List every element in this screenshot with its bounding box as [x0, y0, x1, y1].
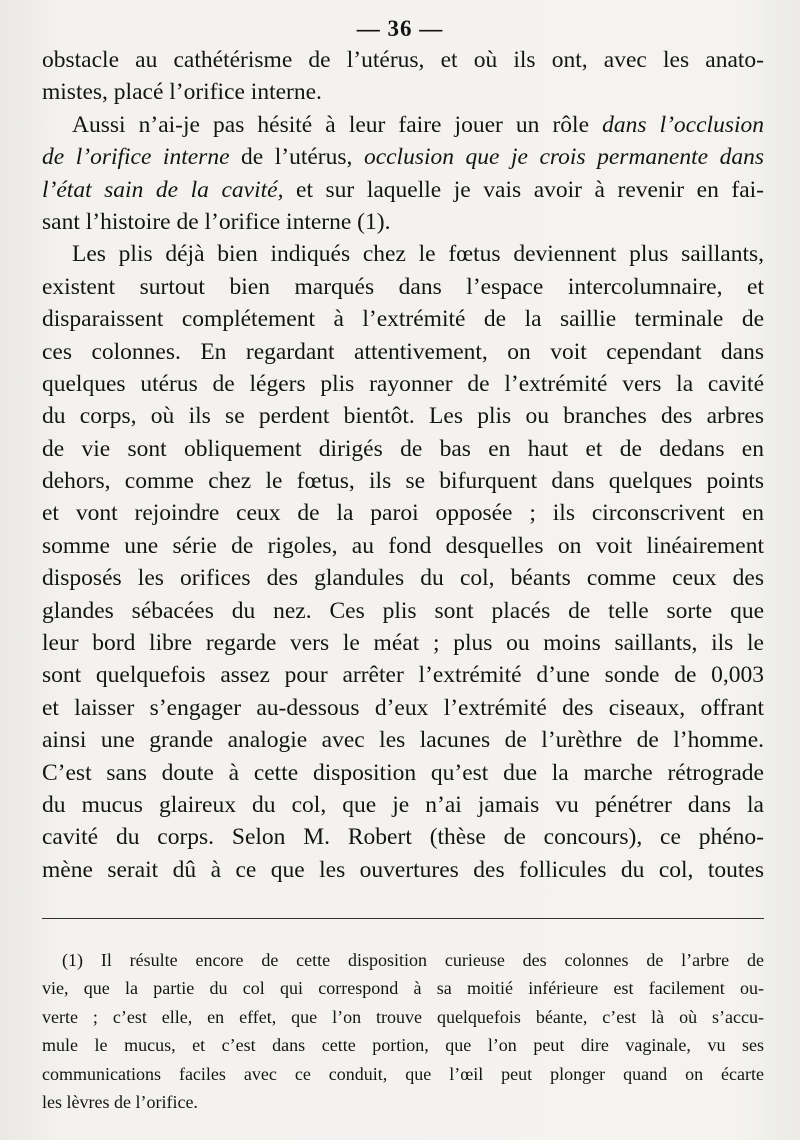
text-line: cavité du corps. Selon M. Robert (thèse de concours), ce phéno-	[42, 824, 764, 851]
text-line: et laisser s’engager au-dessous d’eux l’extrémité des ciseaux, offrant	[42, 694, 764, 721]
text-line	[42, 109, 764, 141]
text-line: quelques utérus de légers plis rayonner de l’extrémité vers la cavité	[42, 370, 764, 397]
text-line: obstacle au cathétérisme de l’utérus, et où ils ont, avec les anato-	[42, 47, 764, 73]
text-line	[42, 141, 764, 173]
italic-span: dans l’occlusion	[602, 111, 765, 138]
footnote-line: (1) Il résulte encore de cette disposition curieuse des colonnes de l’arbre de	[62, 950, 764, 970]
italic-span: l’état sain de la cavité,	[42, 176, 284, 203]
body-text	[42, 44, 764, 886]
text-span: Aussi n’ai-je pas hésité à leur faire jouer un rôle	[72, 111, 603, 138]
text-line: du mucus glaireux du col, que je n’ai jamais vu pénétrer dans la	[42, 791, 764, 818]
italic-span: de l’orifice interne	[42, 144, 230, 171]
text-line: mistes, placé l’orifice interne.	[42, 79, 322, 106]
text-line: somme une série de rigoles, au fond desquelles on voit linéairement	[42, 532, 764, 559]
text-line: leur bord libre regarde vers le méat ; plus ou moins saillants, ils le	[42, 630, 764, 657]
footnote-line: mule le mucus, et c’est dans cette portion, que l’on peut dire vaginale, vu ses	[42, 1035, 764, 1056]
text-line: du corps, où ils se perdent bientôt. Les plis ou branches des arbres	[42, 403, 764, 430]
text-span: et sur laquelle je vais avoir à revenir en fai-	[283, 176, 764, 203]
page-number: — 36 —	[356, 16, 444, 41]
text-line: de vie sont obliquement dirigés de bas en haut et de dedans en	[42, 435, 764, 462]
footnote-line: les lèvres de l’orifice.	[42, 1091, 198, 1112]
text-line: sant l’histoire de l’orifice interne (1).	[42, 208, 391, 235]
text-line: disparaissent complétement à l’extrémité de la saillie terminale de	[42, 306, 764, 333]
text-line: dehors, comme chez le fœtus, ils se bifurquent dans quelques points	[42, 468, 764, 495]
footnote-divider	[42, 918, 764, 919]
text-line: ainsi une grande analogie avec les lacunes de l’urèthre de l’homme.	[42, 727, 764, 754]
text-line: glandes sébacées du nez. Ces plis sont placés de telle sorte que	[42, 597, 764, 624]
text-line: existent surtout bien marqués dans l’espace intercolumnaire, et	[42, 273, 764, 300]
text-line: disposés les orifices des glandules du col, béants comme ceux des	[42, 565, 764, 592]
footnote	[42, 946, 764, 1116]
footnote-line: vie, que la partie du col qui correspond à sa moitié inférieure est facilement ou-	[42, 978, 764, 999]
text-line: sont quelquefois assez pour arrêter l’extrémité d’une sonde de 0,003	[42, 662, 764, 689]
text-line: ces colonnes. En regardant attentivement, on voit cependant dans	[42, 338, 764, 365]
footnote-line: communications faciles avec ce conduit, que l’œil peut plonger quand on écarte	[42, 1063, 764, 1084]
italic-span: occlusion que je crois permanente dans	[363, 144, 764, 171]
footnote-line: verte ; c’est elle, en effet, que l’on trouve quelquefois béante, c’est là où s’accu-	[42, 1006, 764, 1027]
text-line	[42, 174, 764, 206]
text-span: de l’utérus,	[229, 144, 364, 171]
text-line: Les plis déjà bien indiqués chez le fœtus deviennent plus saillants,	[72, 241, 764, 268]
text-line: mène serait dû à ce que les ouvertures des follicules du col, toutes	[42, 856, 764, 883]
text-line: C’est sans doute à cette disposition qu’est due la marche rétrograde	[42, 759, 764, 786]
text-line: et vont rejoindre ceux de la paroi opposée ; ils circonscrivent en	[42, 500, 764, 527]
